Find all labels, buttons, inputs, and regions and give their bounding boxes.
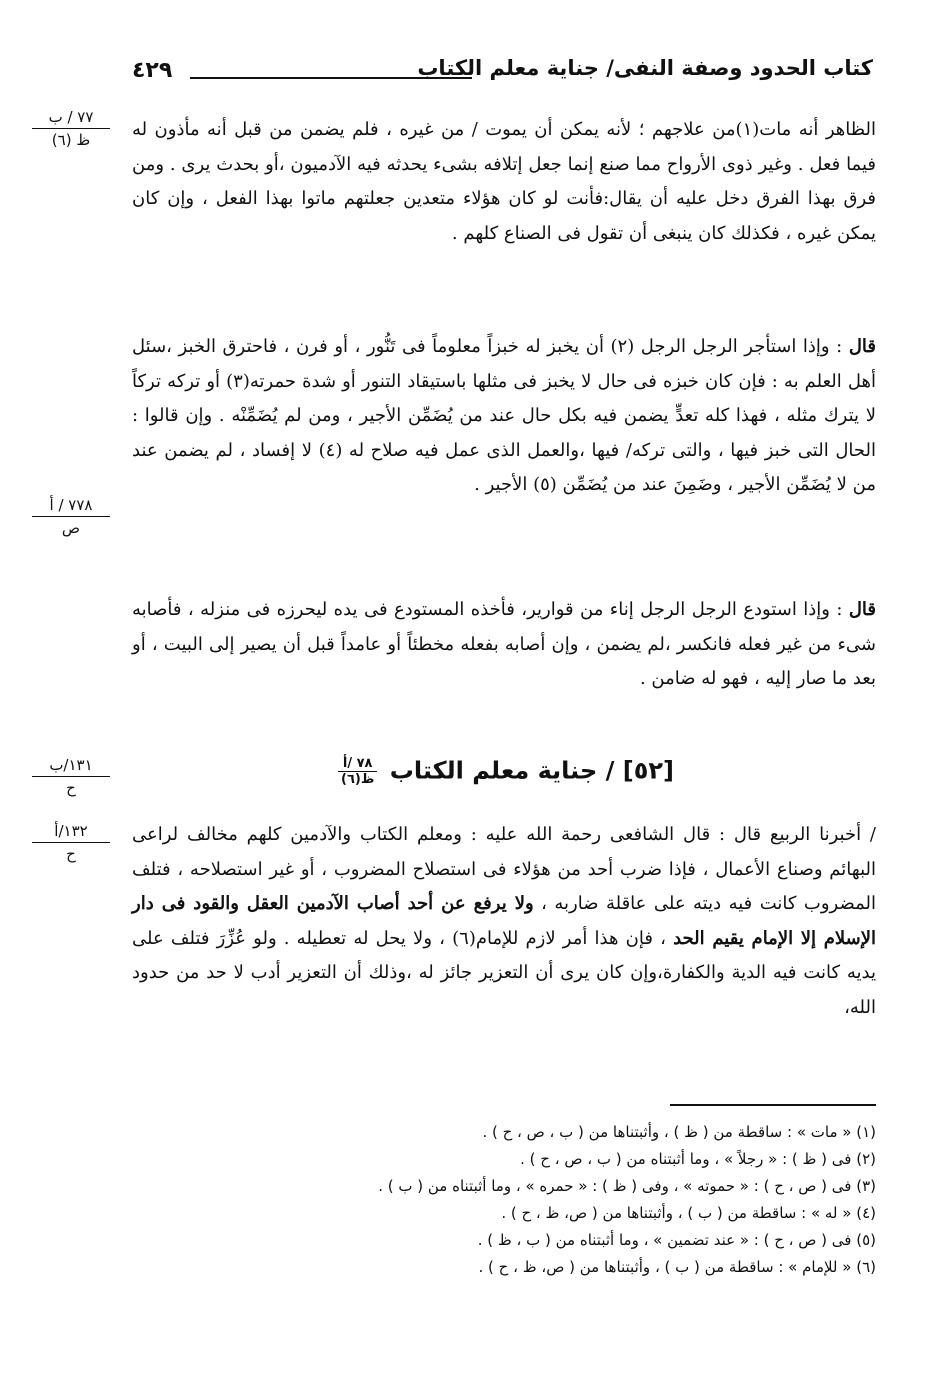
qala-lead: قال xyxy=(848,336,876,357)
footnote: (٢) فى ( ظ ) : « رجلاً » ، وما أثبتناه من ( ب ، ص ، ح ) . xyxy=(520,1150,876,1168)
footnote-rule xyxy=(670,1104,876,1106)
page-number: ٤٢٩ xyxy=(132,58,173,83)
margin-note-top: ١٣١/ب xyxy=(32,754,110,777)
margin-note-top: ٧٧٨ / أ xyxy=(32,494,110,517)
section-title xyxy=(132,756,876,787)
paragraph-3 xyxy=(132,593,876,697)
margin-note-folio xyxy=(32,754,110,799)
margin-note-folio xyxy=(32,820,110,865)
footnotes xyxy=(290,1119,876,1281)
inline-folio-bottom: ظ(٦) xyxy=(341,772,375,787)
margin-note-folio xyxy=(32,106,110,151)
emphasized-text: ولا يرفع عن أحد أصاب الآدمين العقل والقود فى دار الإسلام إلا الإمام يقيم الحد xyxy=(132,893,876,949)
paragraph-4 xyxy=(132,818,876,1025)
paragraph-1 xyxy=(132,113,876,251)
header-rule xyxy=(190,77,472,79)
margin-note-bottom: ص xyxy=(61,519,81,537)
paragraph-body: ، فإن هذا أمر لازم للإمام(٦) ، ولا يحل له تعطيله . ولو عُزِّرَ فتلف على يديه كانت فيه الدية والكفارة،وإن كان يرى أن التعزير جائز له ،وذلك أن التعزير أدب لا حد من حدود الله، xyxy=(132,927,876,1018)
footnote: (٣) فى ( ص ، ح ) : « حموته » ، وفى ( ظ ) : « حمره » ، وما أثبتناه من ( ب ) . xyxy=(378,1177,876,1195)
paragraph-text xyxy=(132,330,876,503)
paragraph-text xyxy=(132,593,876,697)
paragraph-body: : وإذا استودع الرجل الرجل إناء من قوارير، فأخذه المستودع فى يده ليحرزه فى منزله ، فأصابه شىء من غير فعله فانكسر ،لم يضمن ، وإن أصابه بفعله مخطئاً أو عامداً قبل أن يصير إلى البيت ، أو بعد ما صار إليه ، فهو له ضامن . xyxy=(132,599,876,689)
margin-note-folio xyxy=(32,494,110,539)
qala-lead: قال xyxy=(848,599,876,620)
paragraph-body: / أخبرنا الربيع قال : قال الشافعى رحمة الله عليه : ومعلم الكتاب والآدمين كلهم مخالف لراعى البهائم وصناع الأعمال ، فإذا ضرب أحد من هؤلاء فى استصلاح المضروب ، أو غير استصلاحه ، فتلف المضروب كانت فيه ديته على عاقلة ضاربه ، xyxy=(132,824,876,914)
margin-note-top: ١٣٢/أ xyxy=(32,820,110,843)
section-title-text: / جناية معلم الكتاب xyxy=(389,756,615,785)
paragraph-text: الظاهر أنه مات(١)من علاجهم ؛ لأنه يمكن أن يموت / من غيره ، فلم يضمن من قبل أنه مأذون له فيما فعل . وغير ذوى الأرواح مما صنع إنما جعل إتلافه بشىء يحدثه فيه الآدميون ،أو بحدث يرى . ومن فرق بهذا الفرق دخل عليه أن يقال:فأنت لو كان هؤلاء متعدين جعلتهم ماتوا بهذا الفعل ، وإن كان يمكن غيره ، فكذلك كان ينبغى أن تقول فى الصناع كلهم . xyxy=(132,119,876,244)
inline-folio-top: ٧٨ /أ xyxy=(338,756,377,772)
inline-folio-marker xyxy=(338,756,377,787)
footnote: (٦) « للإمام » : ساقطة من ( ب ) ، وأثبتناها من ( ص، ظ ، ح ) . xyxy=(478,1258,876,1276)
margin-note-bottom: ح xyxy=(66,779,76,797)
footnote: (٤) « له » : ساقطة من ( ب ) ، وأثبتناها من ( ص، ظ ، ح ) . xyxy=(501,1204,876,1222)
margin-note-bottom: ح xyxy=(66,845,76,863)
margin-note-top: ٧٧ / ب xyxy=(32,106,110,129)
paragraph-body: : وإذا استأجر الرجل الرجل (٢) أن يخبز له خبزاً معلوماً فى تَنُّور ، أو فرن ، فاحترق الخبز ،سئل أهل العلم به : فإن كان خبزه فى حال لا يخبز فى مثلها باستيقاد التنور أو شدة حمرته(٣) أو تركه تركاً لا يترك مثله ، فهذا كله تعدٍّ يضمن فيه بكل حال عند من يُضَمِّن الأجير ، ومن لم يُضَمِّنْه . وإن قالوا : الحال التى خبز فيها ، والتى تركه/ فيها ،والعمل الذى عمل فيه صلاح له (٤) لا إفساد ، لم يضمن عند من لا يُضَمِّن الأجير ، وضَمِنَ عند من يُضَمِّن (٥) الأجير . xyxy=(132,336,876,495)
paragraph-2 xyxy=(132,330,876,503)
section-number: [٥٢] xyxy=(622,756,674,785)
running-header-title: كتاب الحدود وصفة النفى/ جناية معلم الكتاب xyxy=(417,56,873,80)
paragraph-text xyxy=(132,818,876,1025)
footnote: (٥) فى ( ص ، ح ) : « عند تضمين » ، وما أثبتناه من ( ب ، ظ ) . xyxy=(477,1231,876,1249)
footnote: (١) « مات » : ساقطة من ( ظ ) ، وأثبتناها من ( ب ، ص ، ح ) . xyxy=(482,1123,876,1141)
margin-note-bottom: ظ (٦) xyxy=(51,131,91,149)
